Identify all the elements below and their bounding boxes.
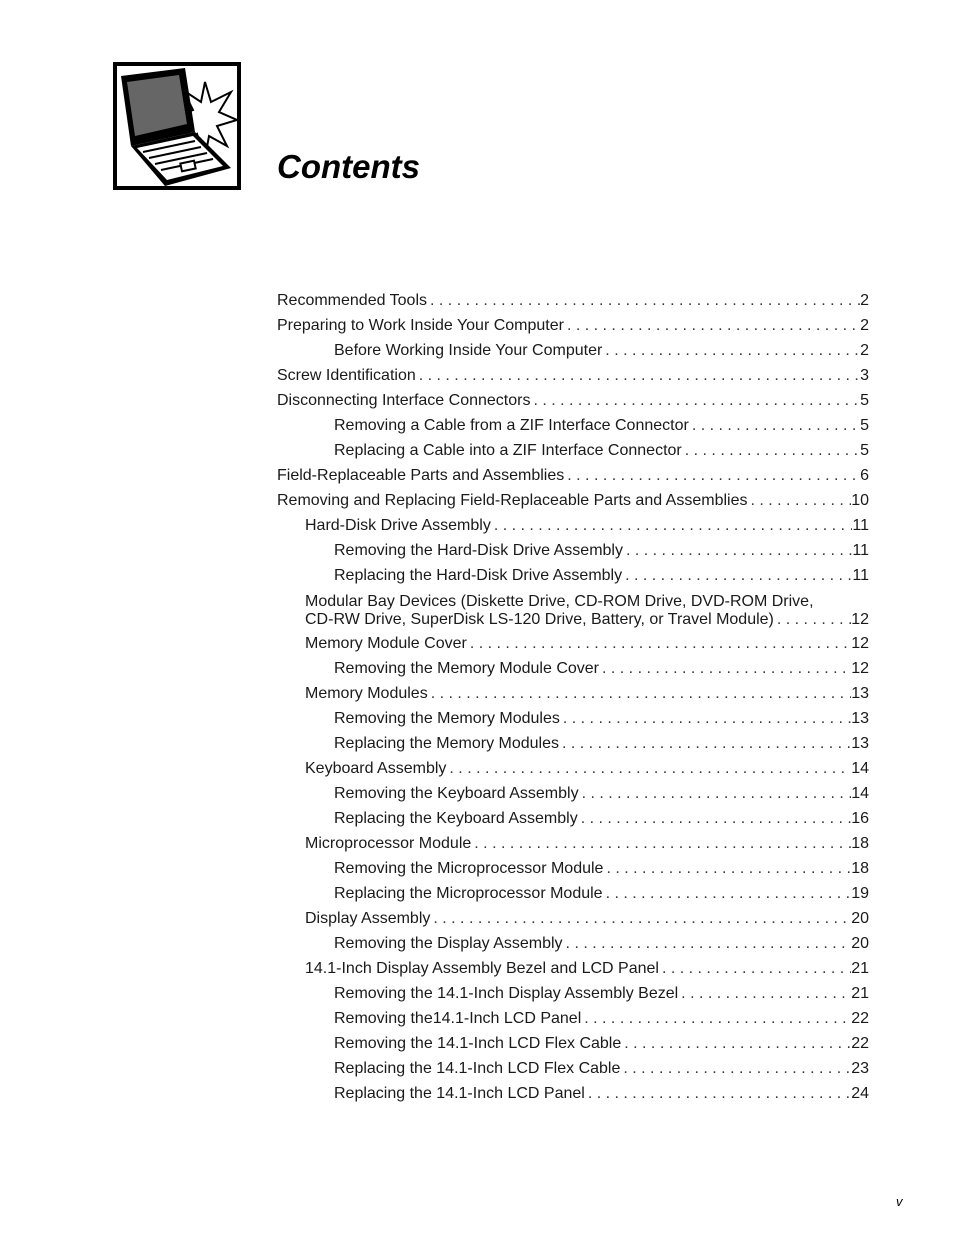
toc-entry-page: 11 <box>852 567 869 584</box>
toc-entry-page: 13 <box>851 685 869 702</box>
toc-entry-page: 11 <box>852 542 869 559</box>
dot-leader <box>578 806 852 831</box>
toc-entry[interactable] <box>277 706 869 731</box>
toc-entry-page: 3 <box>860 367 869 384</box>
toc-entry[interactable] <box>277 956 869 981</box>
dot-leader <box>428 681 852 706</box>
toc-entry[interactable] <box>277 831 869 856</box>
page-number: v <box>896 1194 903 1209</box>
toc-entry-page: 14 <box>851 785 869 802</box>
toc-entry-label: Removing the Memory Modules <box>334 710 560 727</box>
toc-entry-label: Disconnecting Interface Connectors <box>277 392 531 409</box>
toc-entry[interactable] <box>277 631 869 656</box>
toc-entry[interactable] <box>277 931 869 956</box>
toc-entry[interactable] <box>277 538 869 563</box>
dot-leader <box>471 831 851 856</box>
toc-entry[interactable] <box>277 681 869 706</box>
toc-entry-label: Removing the Hard-Disk Drive Assembly <box>334 542 623 559</box>
toc-entry-page: 23 <box>851 1060 869 1077</box>
dot-leader <box>623 538 852 563</box>
dot-leader <box>689 413 860 438</box>
dot-leader <box>581 1006 851 1031</box>
toc-entry-label: Removing and Replacing Field-Replaceable Parts and Assemblies <box>277 492 748 509</box>
toc-entry-page: 13 <box>851 710 869 727</box>
toc-entry-page: 20 <box>851 935 869 952</box>
dot-leader <box>427 288 860 313</box>
toc-entry-page: 12 <box>851 635 869 652</box>
toc-entry[interactable] <box>277 656 869 681</box>
toc-entry[interactable] <box>277 388 869 413</box>
dot-leader <box>563 931 852 956</box>
toc-entry-label: Memory Modules <box>305 685 428 702</box>
toc-entry-label: Modular Bay Devices (Diskette Drive, CD-ROM Drive, DVD-ROM Drive, <box>305 593 814 610</box>
toc-entry-page: 12 <box>851 611 869 628</box>
toc-entry-label: Hard-Disk Drive Assembly <box>305 517 491 534</box>
toc-entry[interactable] <box>277 588 869 631</box>
toc-entry[interactable] <box>277 463 869 488</box>
toc-entry-page: 5 <box>860 392 869 409</box>
toc-entry[interactable] <box>277 1056 869 1081</box>
dot-leader <box>747 488 851 513</box>
toc-entry[interactable] <box>277 1031 869 1056</box>
dot-leader <box>620 1056 851 1081</box>
toc-entry-label: Removing the 14.1-Inch LCD Flex Cable <box>334 1035 622 1052</box>
toc-entry-label: Replacing the Microprocessor Module <box>334 885 603 902</box>
toc-entry[interactable] <box>277 906 869 931</box>
toc-entry[interactable] <box>277 1006 869 1031</box>
toc-entry-label: Replacing the Memory Modules <box>334 735 559 752</box>
dot-leader <box>416 363 860 388</box>
toc-entry-label: Screw Identification <box>277 367 416 384</box>
dot-leader <box>682 438 860 463</box>
toc-entry[interactable] <box>277 338 869 363</box>
toc-entry-label: Memory Module Cover <box>305 635 467 652</box>
dot-leader <box>559 731 851 756</box>
toc-entry-page: 11 <box>852 517 869 534</box>
toc-entry-label: 14.1-Inch Display Assembly Bezel and LCD Panel <box>305 960 659 977</box>
toc-entry[interactable] <box>277 756 869 781</box>
dot-leader <box>564 313 860 338</box>
toc-entry-label: Removing a Cable from a ZIF Interface Connector <box>334 417 689 434</box>
dot-leader <box>560 706 851 731</box>
toc-entry-label: Removing the Microprocessor Module <box>334 860 604 877</box>
toc-entry[interactable] <box>277 981 869 1006</box>
toc-entry[interactable] <box>277 313 869 338</box>
dot-leader <box>603 881 852 906</box>
dot-leader <box>467 631 851 656</box>
toc-entry-label: Removing the14.1-Inch LCD Panel <box>334 1010 582 1027</box>
toc-entry-label-continued: CD-RW Drive, SuperDisk LS-120 Drive, Battery, or Travel Module) <box>305 611 774 628</box>
toc-entry-label: Recommended Tools <box>277 292 428 309</box>
toc-entry-page: 13 <box>851 735 869 752</box>
dot-leader <box>621 1031 851 1056</box>
toc-entry-page: 24 <box>851 1085 869 1102</box>
toc-entry-page: 12 <box>851 660 869 677</box>
toc-entry-label: Replacing the Hard-Disk Drive Assembly <box>334 567 623 584</box>
toc-entry-label: Microprocessor Module <box>305 835 472 852</box>
toc-entry[interactable] <box>277 413 869 438</box>
dot-leader <box>579 781 852 806</box>
toc-entry-page: 18 <box>851 835 869 852</box>
toc-entry-label: Replacing the 14.1-Inch LCD Panel <box>334 1085 585 1102</box>
toc-entry-page: 21 <box>851 960 869 977</box>
toc-entry-page: 2 <box>860 342 869 359</box>
toc-entry-page: 21 <box>851 985 869 1002</box>
toc-entry-label: Replacing a Cable into a ZIF Interface Connector <box>334 442 682 459</box>
dot-leader <box>430 906 851 931</box>
toc-entry-label: Before Working Inside Your Computer <box>334 342 603 359</box>
toc-entry[interactable] <box>277 563 869 588</box>
toc-entry-label: Keyboard Assembly <box>305 760 447 777</box>
toc-entry[interactable] <box>277 288 869 313</box>
toc-entry-label: Field-Replaceable Parts and Assemblies <box>277 467 565 484</box>
toc-entry-page: 18 <box>851 860 869 877</box>
toc-entry[interactable] <box>277 731 869 756</box>
dot-leader <box>564 463 860 488</box>
toc-entry-label: Removing the Keyboard Assembly <box>334 785 579 802</box>
laptop-icon <box>113 62 241 190</box>
dot-leader <box>491 513 853 538</box>
toc-entry-page: 6 <box>860 467 869 484</box>
toc-entry-label: Replacing the Keyboard Assembly <box>334 810 578 827</box>
toc-entry-page: 22 <box>851 1035 869 1052</box>
toc-entry-label: Display Assembly <box>305 910 431 927</box>
toc-entry-page: 22 <box>851 1010 869 1027</box>
toc-entry-page: 20 <box>851 910 869 927</box>
dot-leader <box>530 388 860 413</box>
dot-leader <box>774 611 851 629</box>
toc-entry-page: 16 <box>851 810 869 827</box>
dot-leader <box>659 956 851 981</box>
toc-entry[interactable] <box>277 488 869 513</box>
table-of-contents <box>277 288 869 1106</box>
toc-entry[interactable] <box>277 781 869 806</box>
toc-entry-page: 5 <box>860 417 869 434</box>
toc-entry[interactable] <box>277 806 869 831</box>
toc-entry-label: Removing the Display Assembly <box>334 935 563 952</box>
toc-entry[interactable] <box>277 513 869 538</box>
dot-leader <box>603 856 851 881</box>
toc-entry-label: Removing the Memory Module Cover <box>334 660 599 677</box>
toc-entry-label: Replacing the 14.1-Inch LCD Flex Cable <box>334 1060 621 1077</box>
page-title: Contents <box>277 148 420 185</box>
toc-entry[interactable] <box>277 856 869 881</box>
toc-entry-page: 2 <box>860 292 869 309</box>
dot-leader <box>678 981 851 1006</box>
toc-entry[interactable] <box>277 1081 869 1106</box>
toc-entry-page: 10 <box>851 492 869 509</box>
dot-leader <box>585 1081 851 1106</box>
toc-entry-label: Preparing to Work Inside Your Computer <box>277 317 564 334</box>
toc-entry[interactable] <box>277 438 869 463</box>
toc-entry-page: 14 <box>851 760 869 777</box>
toc-entry-label: Removing the 14.1-Inch Display Assembly Bezel <box>334 985 679 1002</box>
toc-entry-page: 19 <box>851 885 869 902</box>
toc-entry[interactable] <box>277 881 869 906</box>
dot-leader <box>446 756 851 781</box>
dot-leader <box>602 338 860 363</box>
dot-leader <box>622 563 852 588</box>
dot-leader <box>599 656 851 681</box>
toc-entry-page: 5 <box>860 442 869 459</box>
toc-entry-page: 2 <box>860 317 869 334</box>
toc-entry[interactable] <box>277 363 869 388</box>
